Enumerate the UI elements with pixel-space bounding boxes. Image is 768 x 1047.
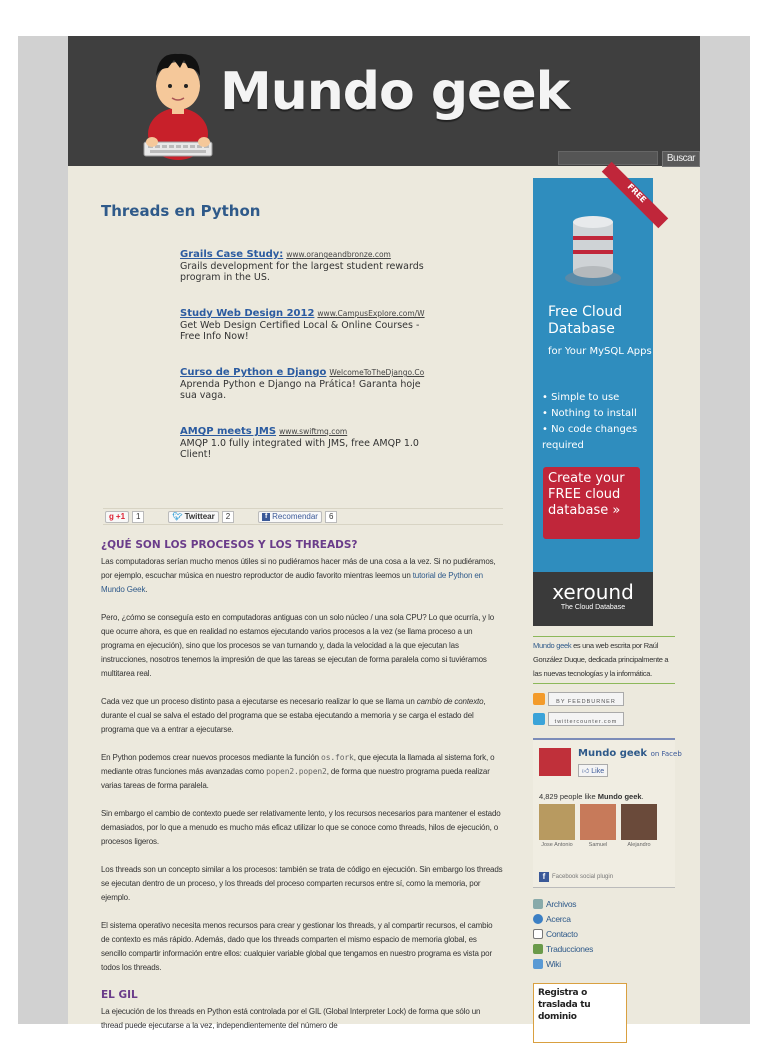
sidebar-item-acerca[interactable]: Acerca [533, 911, 677, 926]
facebook-share[interactable] [258, 511, 337, 523]
search-bar [558, 151, 700, 167]
gplus-share[interactable] [105, 511, 144, 523]
paragraph: La ejecución de los threads en Python está controlada por el GIL (Global Interpreter Lock) de forma que sólo un thread puede ejecutarse a la vez, independientemente del número de [101, 1007, 481, 1030]
fan-avatar[interactable]: Alejandro [621, 804, 657, 848]
ad-title[interactable]: Study Web Design 2012 [180, 308, 315, 319]
ad-links [180, 242, 435, 460]
database-icon [563, 208, 623, 288]
feedburner-badge[interactable]: BY FEEDBURNER [548, 692, 624, 706]
banner-subheading: for Your MySQL Apps [548, 346, 652, 357]
search-button[interactable]: Buscar [662, 151, 700, 167]
twitter-count: 2 [222, 511, 234, 523]
facebook-icon: f [539, 872, 549, 882]
paragraph: En Python podemos crear nuevos procesos mediante la función os.fork, que ejecuta la llamada al sistema fork, o mediante otras funciones más avanzadas como popen2.popen2, de forma que nuestro programa pueda realizar varias tareas de forma paralela. [101, 753, 495, 790]
gplus-count: 1 [132, 511, 144, 523]
python-tutorial-link[interactable]: tutorial de Python en Mundo Geek [101, 571, 483, 594]
section-heading: ¿QUÉ SON LOS PROCESOS Y LOS THREADS? [101, 539, 358, 551]
paragraph: Sin embargo el cambio de contexto puede ser relativamente lento, y los recursos necesarios para mantener el estado demasiados, por lo que a menudo es mucho más eficaz utilizar lo que se conoce como threads, hilos de ejecución, o procesos ligeros. [101, 809, 501, 846]
fb-social-plugin-label[interactable]: f Facebook social plugin [539, 872, 613, 882]
paragraph: Las computadoras serían mucho menos útiles si no pudiéramos hacer más de una cosa a la vez. Si no pudiéramos, por ejemplo, escuchar música en nuestro reproductor de audio favorito mientras leemos un tutorial de Python en Mundo Geek. [101, 557, 496, 594]
ad-description: Grails development for the largest student rewards program in the US. [180, 261, 424, 283]
calendar-icon [533, 899, 543, 909]
gplus-button[interactable]: g +1 [105, 511, 129, 523]
banner-tagline: The Cloud Database [560, 604, 626, 611]
ad-description: Get Web Design Certified Local & Online Courses - Free Info Now! [180, 320, 420, 342]
fan-avatar[interactable]: Jose Antonio [539, 804, 575, 848]
create-database-button[interactable]: Create your FREE cloud database » [543, 467, 640, 539]
geek-mascot-logo[interactable] [138, 46, 218, 161]
xeround-logo: xeround [552, 580, 634, 604]
fb-page-name[interactable]: Mundo geek on Faceb [578, 748, 682, 759]
facebook-icon: f [262, 513, 270, 521]
sidebar [533, 178, 682, 1043]
ad-url[interactable]: www.CampusExplore.com/W [317, 309, 425, 318]
twitter-button[interactable]: 🐦︎ Twittear [168, 511, 218, 523]
ad-item[interactable] [180, 419, 435, 460]
sidebar-item-archivos[interactable]: Archivos [533, 896, 677, 911]
ad-item[interactable] [180, 301, 435, 342]
twitter-share[interactable] [168, 511, 234, 523]
info-icon [533, 914, 543, 924]
fb-faces [539, 804, 662, 848]
page-thumbnail[interactable] [539, 748, 571, 776]
feed-badges [533, 692, 677, 726]
domain-registration-ad[interactable]: Registra o traslada tu dominio [533, 983, 627, 1043]
translate-icon [533, 944, 543, 954]
thumbs-up-icon: 👍︎ [582, 768, 590, 775]
ad-description: AMQP 1.0 fully integrated with JMS, free AMQP 1.0 Client! [180, 438, 419, 460]
post-title[interactable]: Threads en Python [101, 202, 261, 220]
facebook-count: 6 [325, 511, 337, 523]
ad-url[interactable]: www.orangeandbronze.com [286, 250, 391, 259]
twitter-feed[interactable] [533, 712, 677, 726]
rss-icon [533, 693, 545, 705]
ad-item[interactable] [180, 360, 435, 401]
cloud-database-ad-banner[interactable] [533, 178, 653, 626]
fb-like-button[interactable]: 👍︎ Like [578, 764, 608, 777]
social-share-bar [103, 508, 503, 525]
sidebar-item-traducciones[interactable]: Traducciones [533, 941, 677, 956]
site-header [68, 36, 700, 166]
search-input[interactable] [558, 151, 658, 165]
ad-url[interactable]: www.swiftmq.com [279, 427, 348, 436]
page-background [18, 36, 750, 1030]
rss-feed[interactable] [533, 692, 677, 706]
gplus-icon: g [109, 512, 114, 521]
banner-footer [533, 572, 653, 626]
fan-avatar[interactable]: Samuel [580, 804, 616, 848]
ad-description: Aprenda Python e Django na Prática! Garanta hoje sua vaga. [180, 379, 421, 401]
wiki-icon [533, 959, 543, 969]
banner-bullets: • Simple to use • Nothing to install • No code changes required [542, 390, 653, 454]
page-container [68, 36, 700, 1030]
about-text: Mundo geek es una web escrita por Raúl González Duque, dedicada principalmente a las nuevas tecnologías y la informática. [533, 636, 675, 684]
paragraph: Los threads son un concepto similar a los procesos: también se trata de código en ejecución. Sin embargo los threads se ejecutan dentro de un proceso, y los threads del proceso comparten recursos entre sí, como la memoria, por ejemplo. [101, 865, 503, 902]
twittercounter-badge[interactable]: twittercounter.com [548, 712, 624, 726]
paragraph: El sistema operativo necesita menos recursos para crear y gestionar los threads, y al compartir recursos, el cambio de contexto es más rápido. Además, dado que los threads comparten el mismo espacio de memoria global, es sencillo compartir información entre ellos: cualquier variable global que tengamos en nuestro programa es vista por todos los threads. [101, 921, 493, 972]
fb-like-count: 4,829 people like Mundo geek. [539, 792, 644, 801]
mail-icon [533, 929, 543, 939]
facebook-recommend-button[interactable]: f Recomendar [258, 511, 322, 523]
facebook-like-box [533, 738, 682, 888]
twitter-icon [533, 713, 545, 725]
paragraph: Pero, ¿cómo se conseguía esto en computadoras antiguas con un solo núcleo / una sola CPU? Lo que ocurría, y lo que ocurre ahora, es que en realidad no estamos ejecutando varios procesos a la vez (se llama proceso a un programa en ejecución), sino que los procesos se van turnando y, dada la velocidad a la que ejecutan las instrucciones, nosotros tenemos la impresión de que las tareas se ejecutan de forma paralela como si tuviéramos multitarea real. [101, 613, 495, 678]
ad-title[interactable]: Curso de Python e Django [180, 367, 327, 378]
main-content [83, 186, 508, 1047]
sidebar-item-wiki[interactable]: Wiki [533, 956, 677, 971]
free-ribbon: FREE [602, 162, 668, 228]
sidebar-item-contacto[interactable]: Contacto [533, 926, 677, 941]
sidebar-links [533, 896, 677, 971]
ad-item[interactable] [180, 242, 435, 283]
site-title[interactable]: Mundo geek [220, 62, 570, 122]
ad-url[interactable]: WelcomeToTheDjango.Co [329, 368, 425, 377]
ad-title[interactable]: AMQP meets JMS [180, 426, 277, 437]
twitter-bird-icon: 🐦︎ [172, 512, 183, 521]
about-site-link[interactable]: Mundo geek [533, 641, 572, 650]
paragraph: Cada vez que un proceso distinto pasa a ejecutarse es necesario realizar lo que se llama un cambio de contexto, durante el cual se salva el estado del programa que se estaba ejecutando a memoria y se carga el estado del programa que va a entrar a ejecutarse. [101, 697, 486, 734]
ad-title[interactable]: Grails Case Study: [180, 249, 284, 260]
banner-heading: Free Cloud Database [548, 304, 623, 337]
section-heading: EL GIL [101, 989, 138, 1001]
